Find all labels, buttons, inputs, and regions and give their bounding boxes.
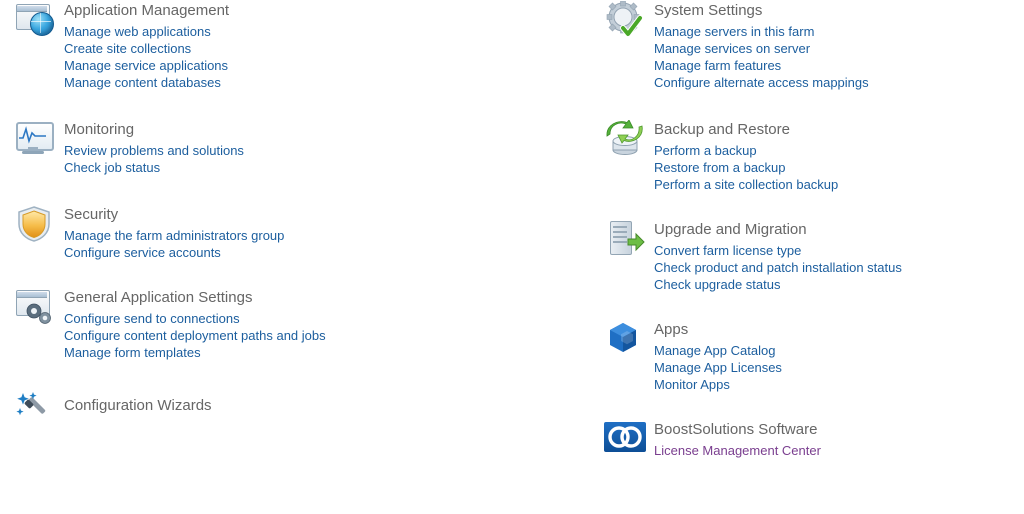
monitoring-icon: [14, 119, 58, 159]
group-body: [654, 119, 838, 193]
group-backup-and-restore: [604, 119, 1024, 193]
link-create-site-collections[interactable]: Create site collections: [64, 41, 192, 56]
group-body: [654, 319, 782, 393]
application-management-icon: [14, 0, 58, 40]
link-configure-service-accounts[interactable]: Configure service accounts: [64, 245, 221, 260]
link-manage-farm-features[interactable]: Manage farm features: [654, 58, 782, 73]
group-configuration-wizards: [14, 389, 484, 429]
link-manage-web-applications[interactable]: Manage web applications: [64, 24, 211, 39]
link-check-job-status[interactable]: Check job status: [64, 160, 161, 175]
link-manage-content-databases[interactable]: Manage content databases: [64, 75, 221, 90]
link-license-management-center[interactable]: License Management Center: [654, 443, 821, 458]
group-body: [654, 419, 821, 459]
group-monitoring: [14, 119, 484, 176]
link-monitor-apps[interactable]: Monitor Apps: [654, 377, 730, 392]
group-title: Backup and Restore: [654, 121, 790, 138]
link-manage-form-templates[interactable]: Manage form templates: [64, 345, 201, 360]
link-convert-farm-license-type[interactable]: Convert farm license type: [654, 243, 802, 258]
group-upgrade-and-migration: [604, 219, 1024, 293]
group-title: Monitoring: [64, 121, 135, 138]
boostsolutions-logo-icon: [604, 419, 648, 459]
group-title: General Application Settings: [64, 289, 253, 306]
group-boostsolutions-software: [604, 419, 1024, 459]
left-column: [14, 0, 484, 449]
upgrade-and-migration-icon: [604, 219, 648, 259]
group-body: [64, 389, 212, 418]
link-check-upgrade-status[interactable]: Check upgrade status: [654, 277, 781, 292]
group-title: Configuration Wizards: [64, 397, 212, 414]
link-manage-servers-in-this-farm[interactable]: Manage servers in this farm: [654, 24, 815, 39]
link-perform-a-site-collection-backup[interactable]: Perform a site collection backup: [654, 177, 839, 192]
link-configure-alternate-access-mappings[interactable]: Configure alternate access mappings: [654, 75, 869, 90]
group-body: [64, 119, 244, 176]
group-system-settings: [604, 0, 1024, 91]
apps-icon: [604, 319, 648, 359]
group-title: System Settings: [654, 2, 763, 19]
system-settings-icon: [604, 0, 648, 40]
link-manage-app-licenses[interactable]: Manage App Licenses: [654, 360, 782, 375]
group-security: [14, 204, 484, 261]
link-review-problems-and-solutions[interactable]: Review problems and solutions: [64, 143, 244, 158]
group-title: BoostSolutions Software: [654, 421, 818, 438]
group-title: Security: [64, 206, 119, 223]
group-body: [64, 0, 229, 91]
group-body: [64, 204, 284, 261]
configuration-wizards-icon: [14, 389, 58, 429]
link-manage-app-catalog[interactable]: Manage App Catalog: [654, 343, 776, 358]
group-title: Apps: [654, 321, 689, 338]
group-body: [654, 219, 902, 293]
link-restore-from-a-backup[interactable]: Restore from a backup: [654, 160, 786, 175]
link-configure-send-to-connections[interactable]: Configure send to connections: [64, 311, 240, 326]
link-perform-a-backup[interactable]: Perform a backup: [654, 143, 757, 158]
group-application-management: [14, 0, 484, 91]
group-title: Application Management: [64, 2, 230, 19]
group-general-application-settings: [14, 287, 484, 361]
right-column: [604, 0, 1024, 479]
link-manage-service-applications[interactable]: Manage service applications: [64, 58, 229, 73]
group-apps: [604, 319, 1024, 393]
link-configure-content-deployment-paths-and-jobs[interactable]: Configure content deployment paths and jobs: [64, 328, 326, 343]
security-shield-icon: [14, 204, 58, 244]
group-body: [654, 0, 869, 91]
group-body: [64, 287, 326, 361]
link-manage-the-farm-administrators-group[interactable]: Manage the farm administrators group: [64, 228, 285, 243]
link-manage-services-on-server[interactable]: Manage services on server: [654, 41, 811, 56]
backup-and-restore-icon: [604, 119, 648, 159]
link-check-product-and-patch-installation-status[interactable]: Check product and patch installation status: [654, 260, 902, 275]
general-application-settings-icon: [14, 287, 58, 327]
group-title: Upgrade and Migration: [654, 221, 807, 238]
